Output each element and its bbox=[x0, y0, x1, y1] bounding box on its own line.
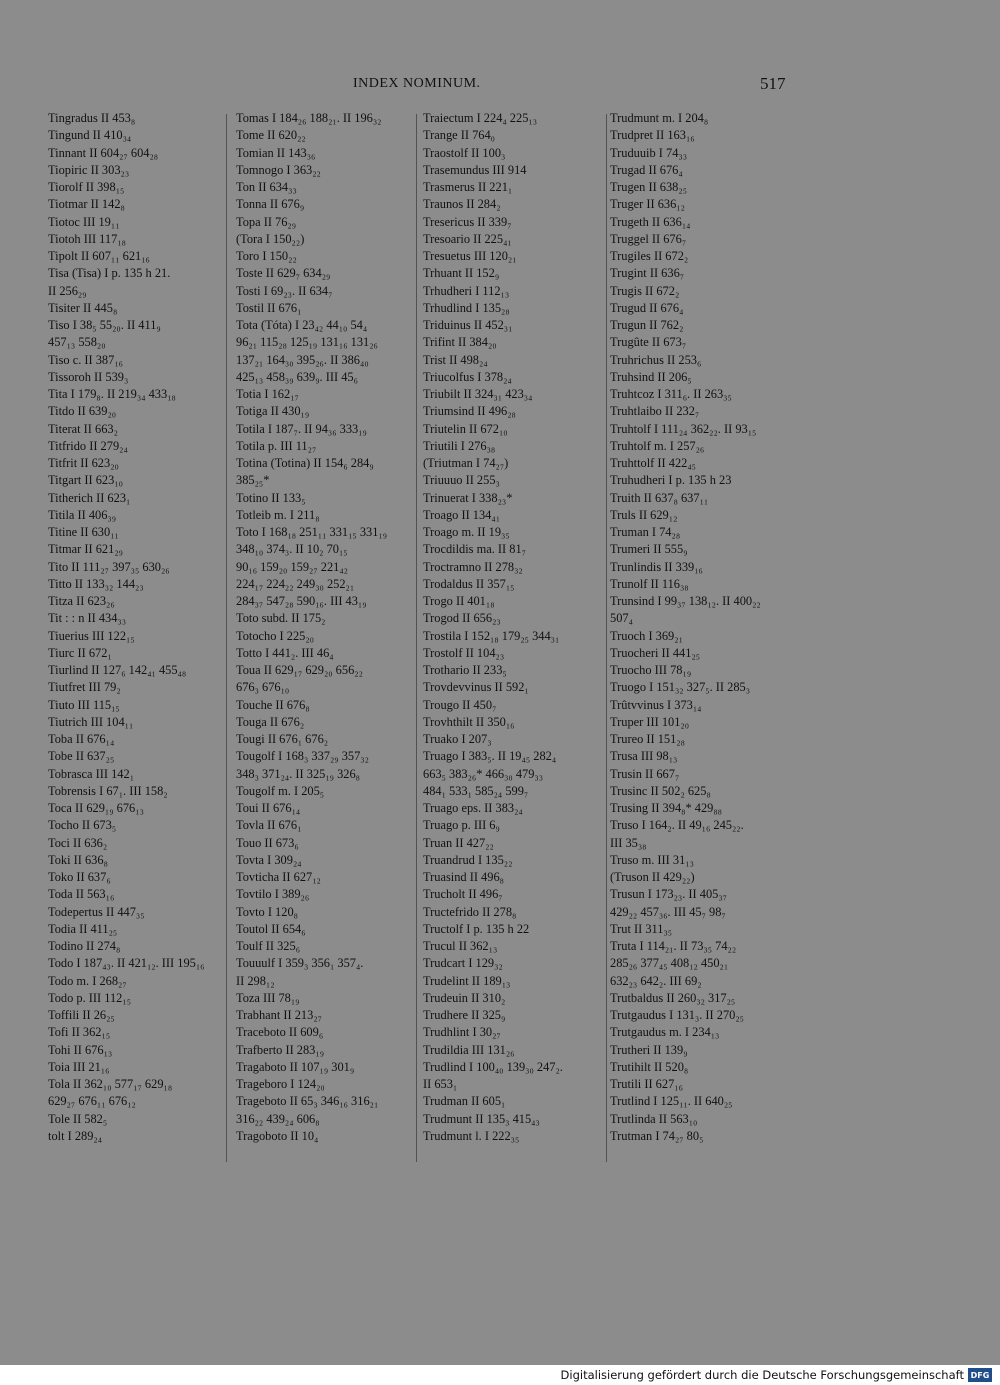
index-entry: Trudhere II 325₉ bbox=[423, 1008, 506, 1022]
index-entry: Triduinus II 452₃₁ bbox=[423, 318, 513, 332]
index-entry: Truasind II 496₈ bbox=[423, 870, 504, 884]
index-entry: Toutol II 654₆ bbox=[236, 921, 306, 936]
index-entry: 90₁₆ 159₂₀ 159₂₇ 221₄₂ bbox=[236, 559, 348, 574]
index-entry: Totina (Totina) II 154₆ 284₉ bbox=[236, 456, 374, 470]
index-entry: Troago II 134₄₁ bbox=[423, 507, 501, 522]
index-entry: 629₂₇ 676₁₁ 676₁₂ bbox=[48, 1094, 136, 1109]
index-entry: Trostila I 152₁₈ 179₂₅ 344₃₁ bbox=[423, 628, 560, 643]
index-column-1 bbox=[48, 110, 230, 1145]
index-entry: Trudmunt II 135₃ 415₄₃ bbox=[423, 1111, 540, 1126]
index-entry: Trutlind I 125₁₁. II 640₂₅ bbox=[610, 1094, 733, 1109]
index-entry: Truhtcoz I 311₆. II 263₃₅ bbox=[610, 387, 732, 401]
index-entry: Tructolf I p. 135 h 22 bbox=[423, 921, 530, 936]
index-entry: Toba II 676₁₄ bbox=[48, 732, 115, 746]
index-entry: Trocdildis ma. II 81₇ bbox=[423, 542, 526, 557]
index-entry: Tovtilo I 389₂₆ bbox=[236, 887, 310, 902]
index-entry: Trunolf II 116₃₈ bbox=[610, 576, 689, 591]
index-entry: 224₁₇ 224₂₂ 249₃₀ 252₂₁ bbox=[236, 576, 355, 591]
index-entry: tolt I 289₂₄ bbox=[48, 1128, 103, 1143]
index-entry: Trugûte II 673₇ bbox=[610, 335, 687, 350]
index-entry: Truman I 74₂₈ bbox=[610, 525, 681, 539]
index-entry: Tougolf m. I 205₅ bbox=[236, 783, 325, 798]
index-entry: Trudpret II 163₁₆ bbox=[610, 128, 695, 143]
index-entry: Trabhant II 213₂₇ bbox=[236, 1008, 322, 1022]
index-entry: Toko II 637₆ bbox=[48, 870, 111, 884]
index-entry: Trugiles II 672₂ bbox=[610, 249, 689, 263]
index-entry: Trovhthilt II 350₁₆ bbox=[423, 714, 515, 729]
index-entry: Titine II 630₁₁ bbox=[48, 525, 119, 539]
index-entry: Trugint II 636₇ bbox=[610, 266, 685, 281]
index-entry: Trist II 498₂₄ bbox=[423, 352, 488, 367]
index-entry: Toulf II 325₆ bbox=[236, 939, 301, 953]
index-entry: Triutelin II 672₁₀ bbox=[423, 421, 508, 436]
index-entry: Tovla II 676₁ bbox=[236, 818, 302, 833]
index-entry: Trudildia III 131₂₆ bbox=[423, 1042, 515, 1057]
index-entry: Trasemundus III 914 bbox=[423, 162, 527, 177]
index-entry: 284₃₇ 547₂₈ 590₁₆. III 43₁₉ bbox=[236, 594, 367, 608]
index-entry: 316₂₂ 439₂₄ 606₈ bbox=[236, 1111, 320, 1126]
index-entry: Tructefrido II 278₈ bbox=[423, 904, 517, 919]
index-entry: Titherich II 623₁ bbox=[48, 490, 131, 505]
index-entry: Tomian II 143₃₆ bbox=[236, 145, 316, 160]
index-entry: 484₁ 533₁ 585₂₄ 599₇ bbox=[423, 783, 529, 798]
index-entry: Toto subd. II 175₂ bbox=[236, 611, 326, 626]
index-entry: Tita I 179₈. II 219₃₄ 433₁₈ bbox=[48, 387, 176, 401]
index-entry: Tissoroh II 539₃ bbox=[48, 369, 129, 384]
index-entry: Trasmerus II 221₁ bbox=[423, 180, 513, 194]
index-entry: Totiga II 430₁₉ bbox=[236, 404, 310, 419]
index-entry: 137₂₁ 164₃₀ 395₂₆. II 386₄₀ bbox=[236, 352, 369, 367]
index-entry: Tiotoc III 19₁₁ bbox=[48, 214, 120, 229]
index-entry: Tragaboto II 107₁₉ 301₉ bbox=[236, 1059, 355, 1074]
index-entry: Trinuerat I 338₂₃* bbox=[423, 490, 513, 505]
index-entry: Tocho II 673₅ bbox=[48, 818, 117, 833]
index-entry: Triuuuo II 255₃ bbox=[423, 473, 500, 488]
index-entry: Trageboto II 65₃ 346₁₆ 316₂₁ bbox=[236, 1094, 379, 1109]
index-entry: Tresericus II 339₇ bbox=[423, 214, 512, 229]
index-entry: Tresuetus III 120₂₁ bbox=[423, 249, 517, 263]
index-entry: Toia III 21₁₆ bbox=[48, 1059, 110, 1074]
index-entry: Truhtlaibo II 232₇ bbox=[610, 404, 700, 419]
index-column-3 bbox=[423, 110, 605, 1145]
index-entry: Trutgaudus m. I 234₁₃ bbox=[610, 1025, 720, 1040]
index-entry: Truocheri II 441₂₅ bbox=[610, 645, 701, 660]
index-entry: Trougo II 450₇ bbox=[423, 697, 497, 712]
index-entry: Truhsind II 206₅ bbox=[610, 369, 692, 384]
index-entry: Trusun I 173₂₃. II 405₃₇ bbox=[610, 887, 727, 902]
index-entry: Touuulf I 359₃ 356₁ 357₄. bbox=[236, 956, 364, 971]
index-entry: Tohi II 676₁₃ bbox=[48, 1042, 113, 1057]
page-header-title: INDEX NOMINUM. bbox=[353, 76, 481, 91]
index-entry: Tresoario II 225₄₁ bbox=[423, 231, 512, 246]
index-entry: Toffili II 26₂₅ bbox=[48, 1008, 115, 1022]
index-entry: Tiuto III 115₁₅ bbox=[48, 697, 120, 712]
index-entry: Trugen II 638₂₅ bbox=[610, 180, 688, 194]
index-entry: Toki II 636₈ bbox=[48, 852, 108, 867]
index-entry: Trhudlind I 135₂₈ bbox=[423, 300, 510, 315]
index-entry: (Truson II 429₂₂) bbox=[610, 870, 695, 884]
index-entry: Totia I 162₁₇ bbox=[236, 387, 299, 401]
index-entry: Truandrud I 135₂₂ bbox=[423, 852, 513, 867]
index-entry: Touo II 673₆ bbox=[236, 835, 299, 850]
index-entry: Tovto I 120₈ bbox=[236, 904, 298, 919]
index-entry: Toste II 629₇ 634₂₉ bbox=[236, 266, 331, 281]
funding-notice: Digitalisierung gefördert durch die Deutsche Forschungsgemeinschaft bbox=[560, 1368, 964, 1382]
index-entry: Trugeth II 636₁₄ bbox=[610, 214, 691, 229]
index-entry: Tiso I 38₅ 55₂₀. II 411₉ bbox=[48, 318, 161, 332]
index-entry: Trogo II 401₁₈ bbox=[423, 594, 495, 608]
index-entry: Trhudheri I 112₁₃ bbox=[423, 283, 510, 298]
index-entry: Tobe II 637₂₅ bbox=[48, 749, 115, 764]
index-entry: 96₂₁ 115₂₈ 125₁₉ 131₁₆ 131₂₆ bbox=[236, 335, 378, 350]
index-entry: Trutheri II 139₉ bbox=[610, 1042, 688, 1057]
index-entry: Trageboro I 124₂₀ bbox=[236, 1077, 325, 1091]
index-entry: Truako I 207₃ bbox=[423, 732, 492, 746]
index-entry: Trostolf II 104₂₃ bbox=[423, 645, 505, 660]
index-entry: Trudman II 605₁ bbox=[423, 1094, 506, 1109]
dfg-logo-icon: DFG bbox=[968, 1368, 992, 1382]
index-entry: Trutman I 74₂₇ 80₅ bbox=[610, 1128, 704, 1143]
index-entry: Truan II 427₂₂ bbox=[423, 835, 494, 850]
index-entry: Trusing II 394₈* 429₈₈ bbox=[610, 801, 722, 815]
index-entry: Trothario II 233₅ bbox=[423, 663, 507, 677]
index-entry: Todo p. III 112₁₅ bbox=[48, 990, 132, 1005]
index-entry: (Tora I 150₂₂) bbox=[236, 231, 305, 246]
index-entry: Totino II 133₅ bbox=[236, 490, 306, 505]
index-entry: Truso I 164₂. II 49₁₆ 245₂₂. bbox=[610, 818, 744, 833]
index-entry: Tola II 362₁₀ 577₁₇ 629₁₈ bbox=[48, 1077, 173, 1091]
index-entry: Tomas I 184₂₆ 188₂₁. II 196₃₂ bbox=[236, 111, 382, 125]
index-entry: Truoch I 369₂₁ bbox=[610, 628, 683, 643]
index-entry: Tole II 582₅ bbox=[48, 1111, 108, 1126]
index-entry: Topa II 76₂₉ bbox=[236, 214, 297, 229]
index-entry: Tonna II 676₉ bbox=[236, 197, 305, 212]
index-entry: Trureo II 151₂₈ bbox=[610, 732, 685, 746]
index-entry: Triumsind II 496₂₈ bbox=[423, 404, 516, 419]
index-entry: II 256₂₉ bbox=[48, 283, 87, 298]
index-entry: Tiurc II 672₁ bbox=[48, 645, 112, 660]
index-entry: Trutili II 627₁₆ bbox=[610, 1077, 683, 1091]
index-entry: Trusinc II 502₂ 625₈ bbox=[610, 783, 711, 798]
index-entry: Trucholt II 496₇ bbox=[423, 887, 503, 902]
footer-bar bbox=[0, 1365, 1000, 1385]
index-page bbox=[40, 70, 800, 1150]
index-entry: Tota (Tóta) I 23₄₂ 44₁₀ 54₄ bbox=[236, 318, 368, 332]
index-entry: Trutihilt II 520₈ bbox=[610, 1059, 689, 1074]
index-entry: Tiuerius III 122₁₅ bbox=[48, 628, 135, 643]
index-entry: Tisa (Tisa) I p. 135 h 21. bbox=[48, 266, 171, 281]
index-entry: Toui II 676₁₄ bbox=[236, 801, 301, 815]
index-entry: Truogo I 151₃₂ 327₅. II 285₃ bbox=[610, 680, 751, 695]
index-entry: Totila I 187₇. II 94₃₆ 333₁₉ bbox=[236, 421, 367, 436]
index-entry: Trugud II 676₄ bbox=[610, 300, 684, 315]
index-entry: Trudcart I 129₃₂ bbox=[423, 956, 503, 971]
index-entry: Trudlind I 100₄₀ 139₃₀ 247₂. bbox=[423, 1059, 563, 1074]
index-entry: Totto I 441₂. III 46₄ bbox=[236, 645, 334, 660]
index-entry: Trucul II 362₁₃ bbox=[423, 939, 498, 953]
index-entry: Truith II 637₈ 637₁₁ bbox=[610, 490, 709, 505]
index-entry: Tovticha II 627₁₂ bbox=[236, 870, 321, 884]
index-entry: Traunos II 284₂ bbox=[423, 197, 501, 212]
index-entry: Titmar II 621₂₉ bbox=[48, 542, 123, 557]
index-entry: Trodaldus II 357₁₅ bbox=[423, 576, 515, 591]
index-entry: Tisiter II 445₈ bbox=[48, 300, 118, 315]
index-entry: Trunlindis II 339₁₆ bbox=[610, 559, 703, 574]
index-entry: Triutili I 276₃₈ bbox=[423, 438, 496, 453]
index-entry: Todino II 274₈ bbox=[48, 939, 121, 953]
index-entry: Troago m. II 19₃₅ bbox=[423, 525, 510, 539]
index-entry: Titto II 133₃₂ 144₂₃ bbox=[48, 576, 144, 591]
index-entry: Toca II 629₁₉ 676₁₃ bbox=[48, 801, 144, 815]
index-entry: III 35₃₈ bbox=[610, 835, 647, 850]
index-entry: Truhtolf m. I 257₂₆ bbox=[610, 438, 705, 453]
index-entry: Tiotmar II 142₈ bbox=[48, 197, 125, 212]
index-entry: Trudmunt m. I 204₈ bbox=[610, 111, 709, 125]
index-entry: Tougolf I 168₃ 337₂₉ 357₃₂ bbox=[236, 749, 369, 764]
index-entry: Totocho I 225₂₀ bbox=[236, 628, 314, 643]
index-entry: Tiopiric II 303₂₃ bbox=[48, 162, 130, 177]
index-entry: Tipolt II 607₁₁ 621₁₆ bbox=[48, 249, 150, 263]
index-entry: Truhudheri I p. 135 h 23 bbox=[610, 473, 732, 488]
index-entry: Tobrasca III 142₁ bbox=[48, 766, 135, 781]
index-entry: Todepertus II 447₃₅ bbox=[48, 904, 145, 919]
page-number: 517 bbox=[760, 74, 786, 93]
index-entry: Truta I 114₂₁. II 73₃₅ 74₂₂ bbox=[610, 939, 737, 953]
index-entry: Trut II 311₃₅ bbox=[610, 921, 673, 936]
index-entry: Trugun II 762₂ bbox=[610, 318, 684, 332]
index-entry: 663₅ 383₂₆* 466₃₀ 479₃₃ bbox=[423, 766, 544, 781]
index-entry: Toza III 78₁₉ bbox=[236, 990, 300, 1005]
index-entry: 425₁₃ 458₃₉ 639₉. III 45₆ bbox=[236, 369, 358, 384]
index-entry: Trusa III 98₁₃ bbox=[610, 749, 678, 764]
index-entry: Trutlinda II 563₁₀ bbox=[610, 1111, 698, 1126]
index-entry: Trunsind I 99₃₇ 138₁₂. II 400₂₂ bbox=[610, 594, 761, 608]
column-divider bbox=[226, 114, 227, 1162]
index-entry: 457₁₃ 558₂₀ bbox=[48, 335, 106, 350]
index-entry: Tiurlind II 127₆ 142₄₁ 455₄₈ bbox=[48, 663, 187, 677]
index-entry: Traostolf II 100₃ bbox=[423, 145, 506, 160]
index-entry: Tragoboto II 10₄ bbox=[236, 1128, 319, 1143]
index-entry: Tinnant II 604₂₇ 604₂₈ bbox=[48, 145, 159, 160]
index-entry: Trudhlint I 30₂₇ bbox=[423, 1025, 501, 1040]
index-entry: Trumeri II 555₉ bbox=[610, 542, 688, 557]
index-entry: Tomnogo I 363₂₂ bbox=[236, 162, 321, 177]
index-entry: 507₄ bbox=[610, 611, 633, 626]
index-entry: Toto I 168₁₈ 251₁₁ 331₁₅ 331₁₉ bbox=[236, 525, 388, 539]
index-entry: Trafberto II 283₁₉ bbox=[236, 1042, 325, 1057]
index-entry: Todo m. I 268₂₇ bbox=[48, 973, 127, 988]
index-entry: Todia II 411₂₅ bbox=[48, 921, 118, 936]
index-entry: Tingund II 410₃₄ bbox=[48, 128, 132, 143]
index-entry: Tougi II 676₁ 676₂ bbox=[236, 732, 329, 746]
index-entry: Tingradus II 453₈ bbox=[48, 111, 136, 125]
index-entry: 429₂₂ 457₃₆. III 45₇ 98₇ bbox=[610, 904, 726, 919]
index-entry: Titerat II 663₂ bbox=[48, 421, 118, 436]
column-divider bbox=[416, 114, 417, 1162]
index-entry: Trudelint II 189₁₃ bbox=[423, 973, 511, 988]
index-entry: Trange II 764₀ bbox=[423, 128, 496, 143]
index-entry: Troctramno II 278₃₂ bbox=[423, 559, 523, 574]
index-entry: Tiorolf II 398₁₅ bbox=[48, 180, 125, 194]
index-entry: Tome II 620₂₂ bbox=[236, 128, 306, 143]
index-entry: 632₂₃ 642₂. III 69₂ bbox=[610, 973, 702, 988]
index-entry: 348₁₀ 374₃. II 10₂ 70₁₅ bbox=[236, 542, 348, 557]
index-entry: Titila II 406₃₉ bbox=[48, 507, 117, 522]
index-entry: Touga II 676₂ bbox=[236, 714, 305, 729]
index-entry: Tiutfret III 79₂ bbox=[48, 680, 121, 695]
index-entry: II 298₁₂ bbox=[236, 973, 275, 988]
index-entry: Trusin II 667₇ bbox=[610, 766, 680, 781]
index-entry: II 653₁ bbox=[423, 1077, 458, 1091]
index-entry: Trifint II 384₂₀ bbox=[423, 335, 497, 350]
index-entry: Trutbaldus II 260₃₂ 317₂₅ bbox=[610, 990, 736, 1005]
index-entry: Truhttolf II 422₄₅ bbox=[610, 456, 696, 470]
index-entry: Truper III 101₂₀ bbox=[610, 714, 690, 729]
index-entry: Truduuib I 74₃₃ bbox=[610, 145, 688, 160]
index-entry: Truago p. III 6₉ bbox=[423, 818, 500, 833]
index-entry: Titgart II 623₁₀ bbox=[48, 473, 123, 488]
index-entry: Truhrichus II 253₆ bbox=[610, 352, 702, 367]
index-entry: Tostil II 676₁ bbox=[236, 300, 302, 315]
index-entry: Trûtvvinus I 373₁₄ bbox=[610, 697, 702, 712]
index-entry: Ton II 634₃₃ bbox=[236, 180, 297, 194]
index-entry: Toci II 636₂ bbox=[48, 835, 108, 850]
index-entry: Trudeuin II 310₂ bbox=[423, 990, 506, 1005]
index-entry: Trovdevvinus II 592₁ bbox=[423, 680, 529, 695]
index-entry: (Triutman I 74₂₇) bbox=[423, 456, 509, 470]
index-entry: Tobrensis I 67₁. III 158₂ bbox=[48, 783, 168, 798]
index-entry: 676₃ 676₁₀ bbox=[236, 680, 290, 695]
index-entry: Triubilt II 324₃₁ 423₃₄ bbox=[423, 387, 533, 401]
index-entry: Tit : : n II 434₃₃ bbox=[48, 611, 127, 626]
column-divider bbox=[606, 114, 607, 1162]
index-entry: 285₂₆ 377₄₅ 408₁₂ 450₂₁ bbox=[610, 956, 729, 971]
index-entry: Tovta I 309₂₄ bbox=[236, 852, 302, 867]
index-entry: Toda II 563₁₆ bbox=[48, 887, 115, 902]
index-entry: Toua II 629₁₇ 629₂₀ 656₂₂ bbox=[236, 663, 363, 677]
index-entry: Truago I 383₅. II 19₄₅ 282₄ bbox=[423, 749, 557, 764]
index-entry: Trogod II 656₂₃ bbox=[423, 611, 501, 626]
index-entry: Totila p. III 11₂₇ bbox=[236, 438, 317, 453]
index-entry: Tiso c. II 387₁₆ bbox=[48, 352, 123, 367]
index-entry: Touche II 676₈ bbox=[236, 697, 310, 712]
index-entry: Truger II 636₁₂ bbox=[610, 197, 685, 212]
index-entry: Truhtolf I 111₂₄ 362₂₂. II 93₁₅ bbox=[610, 421, 757, 436]
index-entry: Traiectum I 224₄ 225₁₃ bbox=[423, 111, 538, 125]
index-entry: Titfrido II 279₂₄ bbox=[48, 438, 128, 453]
index-entry: Titza II 623₂₆ bbox=[48, 594, 115, 608]
index-entry: Truls II 629₁₂ bbox=[610, 507, 678, 522]
index-entry: Trugis II 672₂ bbox=[610, 283, 680, 298]
index-entry: Totleib m. I 211₈ bbox=[236, 507, 320, 522]
index-entry: Tiutrich III 104₁₁ bbox=[48, 714, 134, 729]
index-entry: Trutgaudus I 131₃. II 270₂₅ bbox=[610, 1008, 744, 1022]
index-entry: Traceboto II 609₆ bbox=[236, 1025, 324, 1040]
index-column-2 bbox=[236, 110, 418, 1145]
index-entry: Trudmunt l. I 222₃₅ bbox=[423, 1128, 520, 1143]
index-entry: Tosti I 69₂₃. II 634₇ bbox=[236, 283, 333, 298]
index-entry: Tiotoh III 117₁₈ bbox=[48, 231, 126, 246]
index-entry: Tito II 111₂₇ 397₃₅ 630₂₆ bbox=[48, 559, 170, 574]
index-entry: 385₂₅* bbox=[236, 473, 270, 488]
index-entry: Trugad II 676₄ bbox=[610, 162, 683, 177]
index-entry: Truso m. III 31₁₃ bbox=[610, 852, 694, 867]
index-entry: Tofi II 362₁₅ bbox=[48, 1025, 111, 1040]
index-entry: Titfrit II 623₂₀ bbox=[48, 456, 119, 470]
index-entry: Toro I 150₂₂ bbox=[236, 249, 297, 263]
index-entry: 348₃ 371₂₄. II 325₁₉ 326₈ bbox=[236, 766, 361, 781]
index-entry: Truggel II 676₇ bbox=[610, 231, 687, 246]
index-entry: Titdo II 639₂₀ bbox=[48, 404, 117, 419]
index-entry: Trhuant II 152₉ bbox=[423, 266, 500, 281]
index-entry: Todo I 187₄₃. II 421₁₂. III 195₁₆ bbox=[48, 956, 205, 971]
index-entry: Truago eps. II 383₂₄ bbox=[423, 801, 523, 815]
index-entry: Triucolfus I 378₂₄ bbox=[423, 369, 512, 384]
index-entry: Truocho III 78₁₉ bbox=[610, 663, 692, 677]
index-column-4 bbox=[610, 110, 792, 1145]
